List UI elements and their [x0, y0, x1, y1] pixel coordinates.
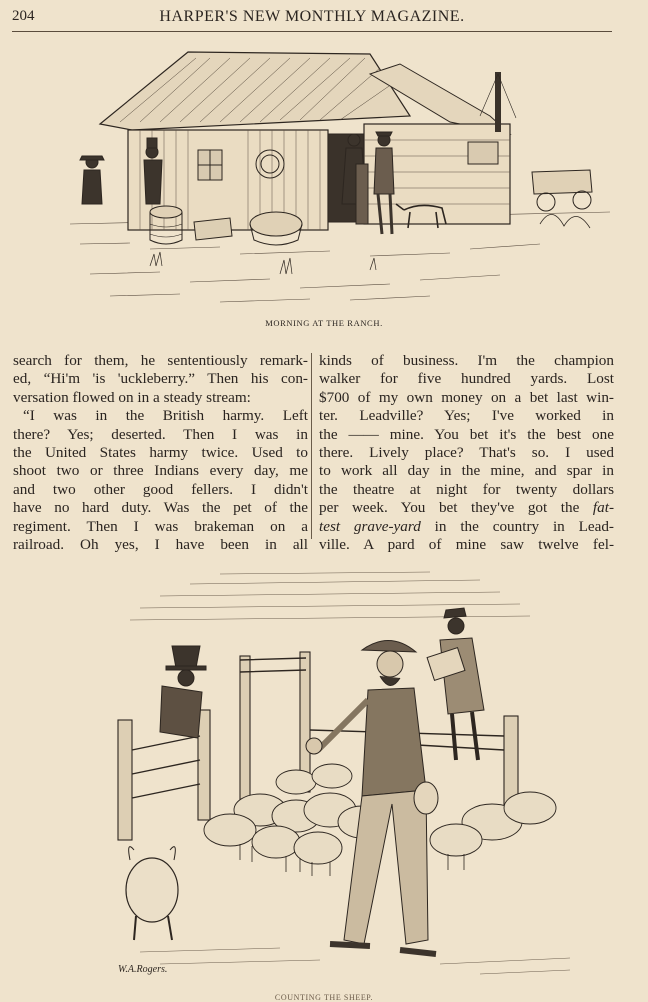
text-line: shoot two or three Indians every day, me [13, 462, 308, 480]
text-line: ter. Leadville? Yes; I've worked in [319, 407, 614, 425]
text-line: have no hard duty. Was the pet of the [13, 499, 308, 517]
text-line: $700 of my own money on a bet last win- [319, 388, 614, 406]
sheep-counting-illustration [100, 560, 580, 985]
text-line: there? Yes; deserted. Then I was in [13, 425, 308, 443]
page-number: 204 [12, 8, 35, 24]
ranch-illustration [70, 44, 610, 308]
text-line: ville. A pard of mine saw twelve fel- [319, 536, 614, 554]
text-line: the United States harmy twice. Used to [13, 444, 308, 462]
text-line: search for them, he sententiously remark- [13, 352, 308, 369]
text-line: the theatre at night for twenty dollars [319, 480, 614, 498]
header-rule [12, 31, 612, 32]
text-run: per week. You bet they've got the [319, 499, 593, 517]
left-column [13, 352, 308, 554]
italic-text: test grave-yard [319, 517, 421, 535]
text-run: in the country in Lead- [420, 517, 614, 535]
right-column [319, 352, 614, 554]
text-line: and two other good fellers. I didn't [13, 480, 308, 498]
artist-signature: W.A.Rogers. [118, 964, 168, 975]
text-line: walker for five hundred yards. Lost [319, 370, 614, 388]
magazine-title: HARPER'S NEW MONTHLY MAGAZINE. [159, 8, 465, 25]
text-line [319, 518, 614, 536]
text-line: regiment. Then I was brakeman on a [13, 517, 308, 535]
top-illustration-caption: MORNING AT THE RANCH. [265, 318, 383, 328]
text-line: there. Lively place? That's so. I used [319, 444, 614, 462]
text-line: railroad. Oh yes, I have been in all [13, 536, 308, 554]
italic-text: fat- [592, 499, 614, 517]
bottom-illustration-caption: COUNTING THE SHEEP. [274, 993, 374, 1002]
text-line: ed, “Hi'm 'is 'uckleberry.” Then his con- [13, 370, 308, 388]
running-head [12, 8, 612, 30]
text-line: “I was in the British harmy. Left [23, 407, 308, 425]
text-line: versation flowed on in a steady stream: [13, 388, 251, 406]
text-line: to work all day in the mine, and spar in [319, 462, 614, 480]
text-line: the —— mine. You bet it's the best one [319, 425, 614, 443]
text-line: kinds of business. I'm the champion [319, 352, 614, 369]
column-rule [311, 353, 312, 539]
text-line [319, 499, 614, 517]
